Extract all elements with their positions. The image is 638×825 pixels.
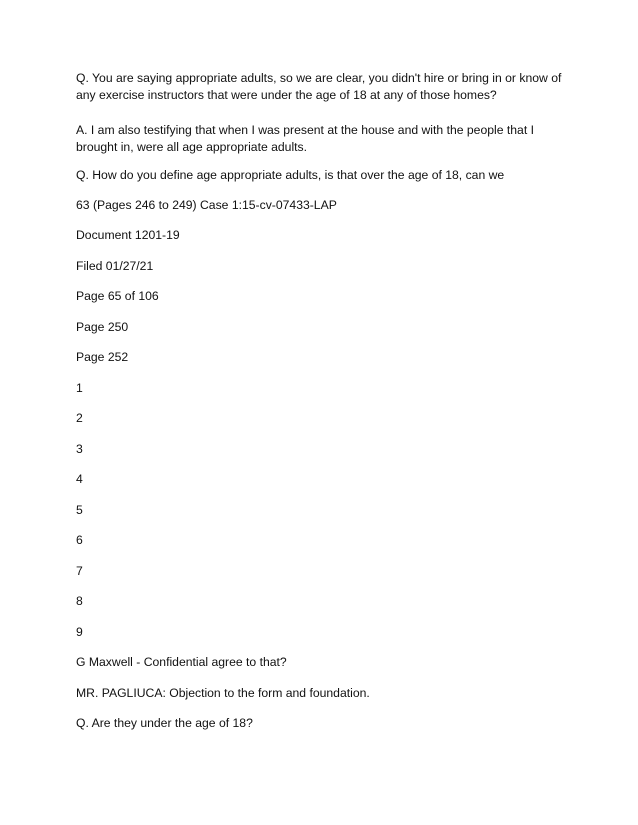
question-paragraph-3: Q. Are they under the age of 18? <box>76 716 253 730</box>
line-number: 5 <box>76 503 83 517</box>
line-number: 9 <box>76 625 83 639</box>
line-number: 4 <box>76 472 83 486</box>
filed-date-line: Filed 01/27/21 <box>76 259 154 273</box>
case-line: 63 (Pages 246 to 249) Case 1:15-cv-07433-LAP <box>76 198 337 212</box>
page-250-line: Page 250 <box>76 320 129 334</box>
answer-paragraph-1: A. I am also testifying that when I was present at the house and with the people that I brought in, were all age appropriate adults. <box>76 123 534 154</box>
confidential-line: G Maxwell - Confidential agree to that? <box>76 655 287 669</box>
line-number: 8 <box>76 594 83 608</box>
line-number: 6 <box>76 533 83 547</box>
document-number-line: Document 1201-19 <box>76 228 180 242</box>
line-number: 2 <box>76 411 83 425</box>
line-number: 3 <box>76 442 83 456</box>
question-paragraph-2: Q. How do you define age appropriate adults, is that over the age of 18, can we <box>76 168 505 182</box>
question-paragraph-1: Q. You are saying appropriate adults, so we are clear, you didn't hire or bring in or know of any exercise instructors that were under the age of 18 at any of those homes? <box>76 71 562 102</box>
line-number: 7 <box>76 564 83 578</box>
page-252-line: Page 252 <box>76 350 129 364</box>
page-of-line: Page 65 of 106 <box>76 289 159 303</box>
objection-line: MR. PAGLIUCA: Objection to the form and foundation. <box>76 686 370 700</box>
line-number: 1 <box>76 381 83 395</box>
